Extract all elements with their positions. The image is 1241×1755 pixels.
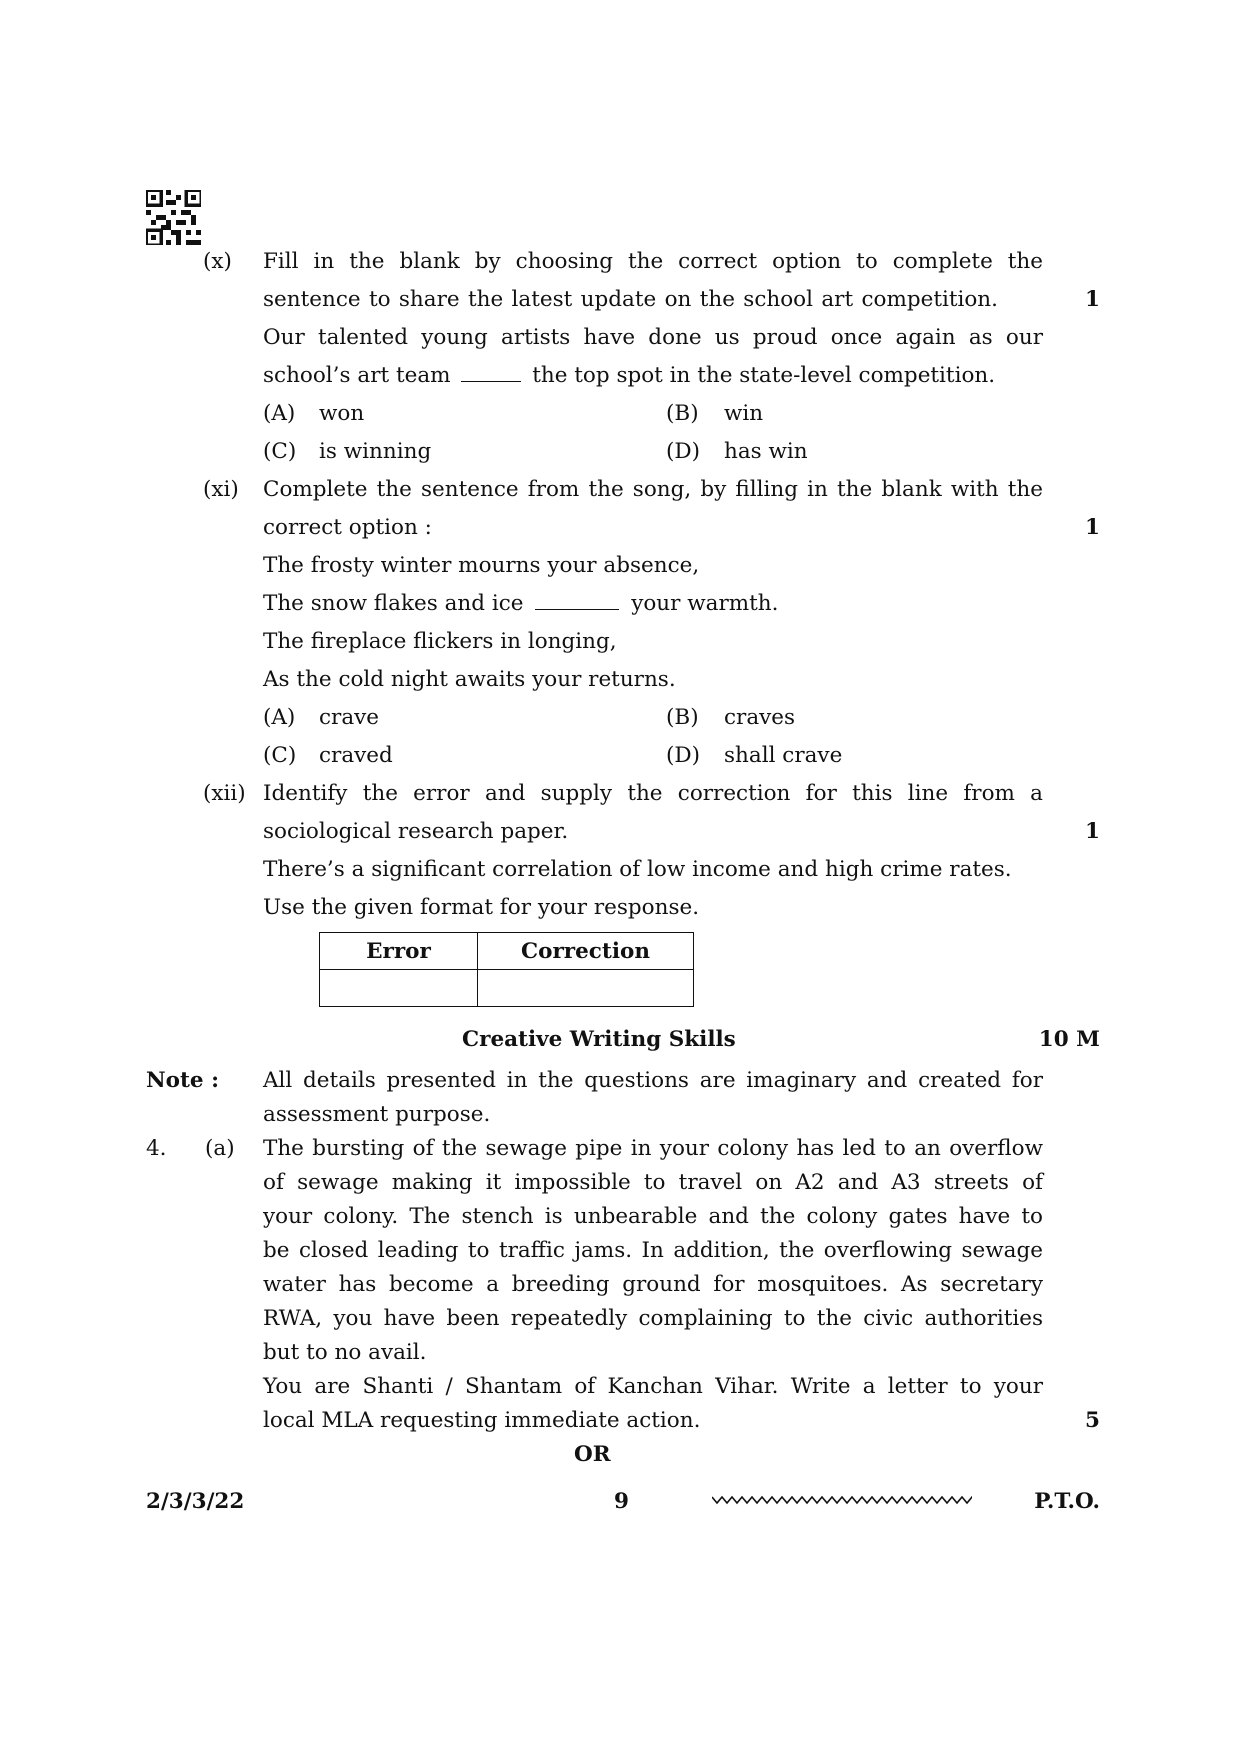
option-b-text: craves	[724, 705, 796, 730]
poem-line-3: The fireplace flickers in longing,	[263, 629, 617, 654]
question-xii-stem-line-2: sociological research paper.	[263, 819, 569, 844]
question-number-xii: (xii)	[203, 781, 246, 806]
option-a-label: (A)	[263, 705, 296, 730]
question-xi-marks: 1	[1085, 515, 1100, 540]
footer-code: 2/3/3/22	[146, 1489, 245, 1514]
question-number-x: (x)	[203, 249, 232, 274]
table-header-correction: Correction	[478, 933, 694, 970]
note-line-2: assessment purpose.	[263, 1102, 491, 1127]
option-c-label: (C)	[263, 743, 297, 768]
q4-line-9: local MLA requesting immediate action.	[263, 1408, 701, 1433]
question-x-stem-line-1: Fill in the blank by choosing the correct option to complete the	[263, 249, 1043, 274]
question-x-blank-sentence	[263, 363, 995, 388]
option-d-text: shall crave	[724, 743, 843, 768]
qr-code-icon	[146, 190, 201, 245]
q4-part: (a)	[205, 1136, 235, 1161]
question-xii-marks: 1	[1085, 819, 1100, 844]
option-a-label: (A)	[263, 401, 296, 426]
option-d-label: (D)	[666, 743, 701, 768]
option-b-label: (B)	[666, 401, 699, 426]
answer-blank	[461, 381, 521, 382]
blank-before: school’s art team	[263, 363, 451, 388]
question-x-marks: 1	[1085, 287, 1100, 312]
table-header-error: Error	[320, 933, 478, 970]
q4-line-1: The bursting of the sewage pipe in your colony has led to an overflow	[263, 1136, 1043, 1161]
blank-after: your warmth.	[631, 591, 779, 616]
table-cell-correction	[478, 970, 694, 1007]
option-b-label: (B)	[666, 705, 699, 730]
question-xi-blank-sentence	[263, 591, 778, 616]
q4-line-3: your colony. The stench is unbearable and the colony gates have to	[263, 1204, 1043, 1229]
q4-line-6: RWA, you have been repeatedly complaining to the civic authorities	[263, 1306, 1043, 1331]
q4-line-4: be closed leading to traffic jams. In addition, the overflowing sewage	[263, 1238, 1043, 1263]
q4-number: 4.	[146, 1136, 167, 1161]
option-a-text: won	[319, 401, 365, 426]
blank-before: The snow flakes and ice	[263, 591, 524, 616]
question-xi-stem-line-1: Complete the sentence from the song, by filling in the blank with the	[263, 477, 1043, 502]
question-xii-text-line-1: There’s a significant correlation of low income and high crime rates.	[263, 857, 1012, 882]
squiggle-line-icon	[712, 1493, 972, 1507]
question-xii-text-line-2: Use the given format for your response.	[263, 895, 700, 920]
question-x-text-line: Our talented young artists have done us proud once again as our	[263, 325, 1043, 350]
option-c-text: craved	[319, 743, 393, 768]
poem-line-1: The frosty winter mourns your absence,	[263, 553, 700, 578]
blank-after: the top spot in the state-level competition.	[532, 363, 996, 388]
q4-line-7: but to no avail.	[263, 1340, 427, 1365]
note-label: Note :	[146, 1068, 220, 1093]
option-b-text: win	[724, 401, 764, 426]
note-line-1: All details presented in the questions are imaginary and created for	[263, 1068, 1043, 1093]
section-marks: 10 M	[1038, 1027, 1100, 1052]
answer-blank	[535, 609, 619, 610]
option-d-text: has win	[724, 439, 808, 464]
poem-line-4: As the cold night awaits your returns.	[263, 667, 676, 692]
question-xii-stem-line-1: Identify the error and supply the correction for this line from a	[263, 781, 1043, 806]
footer-pto: P.T.O.	[1034, 1489, 1100, 1514]
footer-page-number: 9	[614, 1489, 629, 1514]
option-c-text: is winning	[319, 439, 432, 464]
q4-line-5: water has become a breeding ground for mosquitoes. As secretary	[263, 1272, 1043, 1297]
section-title: Creative Writing Skills	[462, 1027, 736, 1052]
option-c-label: (C)	[263, 439, 297, 464]
question-xi-stem-line-2: correct option :	[263, 515, 432, 540]
option-d-label: (D)	[666, 439, 701, 464]
table-cell-error	[320, 970, 478, 1007]
question-x-stem-line-2: sentence to share the latest update on the school art competition.	[263, 287, 998, 312]
q4-line-8: You are Shanti / Shantam of Kanchan Vihar. Write a letter to your	[263, 1374, 1043, 1399]
q4-marks: 5	[1085, 1408, 1100, 1433]
option-a-text: crave	[319, 705, 380, 730]
or-label: OR	[574, 1442, 611, 1467]
q4-line-2: of sewage making it impossible to travel on A2 and A3 streets of	[263, 1170, 1043, 1195]
question-number-xi: (xi)	[203, 477, 239, 502]
response-table	[319, 932, 694, 1007]
